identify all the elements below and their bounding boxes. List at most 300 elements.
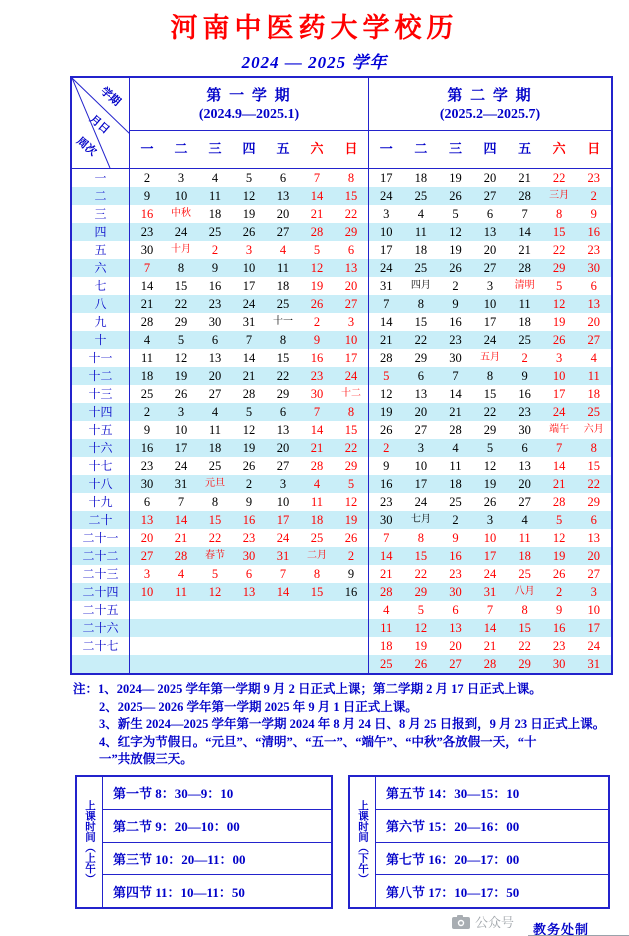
day-cell: 2	[452, 513, 459, 527]
day-cell: 12	[242, 189, 256, 203]
semester2-name: 第 二 学 期	[447, 88, 533, 104]
day-cell	[130, 655, 164, 673]
calendar-week-row	[72, 241, 611, 259]
day-cell: 9	[347, 567, 355, 581]
day-cell: 24	[483, 567, 497, 581]
week-number: 十三	[72, 385, 130, 403]
day-cell: 16	[208, 279, 222, 293]
calendar-week-row	[72, 637, 611, 655]
note-line: 一”共放假三天。	[99, 752, 193, 766]
day-cell: 14	[242, 351, 256, 365]
day-cell: 5	[177, 333, 185, 347]
day-cell: 27	[449, 657, 462, 671]
day-cell: 7	[486, 603, 494, 617]
day-cell: 7	[521, 207, 528, 221]
week-number: 一	[72, 169, 130, 187]
day-cell: 十月	[171, 244, 191, 255]
day-cell: 19	[174, 369, 188, 383]
day-cell: 22	[483, 405, 497, 419]
day-cell: 27	[140, 549, 154, 563]
day-cell: 21	[140, 297, 154, 311]
day-cell: 17	[380, 171, 393, 185]
day-cell: 13	[208, 351, 222, 365]
schedule-row: 第五节 14：30—15：10	[376, 777, 608, 810]
day-cell: 12	[483, 459, 497, 473]
semester-s1-cells	[130, 403, 368, 421]
schedule-morning-label: 上课时间（上午）	[77, 777, 103, 907]
week-number: 十九	[72, 493, 130, 511]
day-cell: 22	[174, 297, 188, 311]
week-number: 二十七	[72, 637, 130, 655]
corner-label-monthday: 月日	[87, 113, 112, 137]
week-number: 二十六	[72, 619, 130, 637]
day-cell: 3	[279, 477, 287, 491]
semester-s1-cells	[130, 475, 368, 493]
day-cell: 23	[449, 567, 462, 581]
day-cell: 27	[483, 261, 497, 275]
day-cell: 11	[518, 531, 531, 545]
day-cell: 30	[242, 549, 256, 563]
day-cell: 16	[140, 441, 154, 455]
day-cell: 22	[276, 369, 290, 383]
day-cell: 21	[242, 369, 256, 383]
day-cell: 中秋	[171, 208, 191, 219]
day-cell: 15	[174, 279, 188, 293]
day-cell: 23	[208, 297, 222, 311]
day-cell: 元旦	[205, 478, 225, 489]
semester-s2-cells	[368, 349, 611, 367]
semester-s2-cells	[368, 295, 611, 313]
semester-s1-cells	[130, 385, 368, 403]
semester-s1-cells	[130, 295, 368, 313]
day-cell: 26	[552, 333, 566, 347]
semester-s2-cells	[368, 619, 611, 637]
week-number: 十二	[72, 367, 130, 385]
day-cell: 13	[140, 513, 154, 527]
day-cell: 26	[310, 297, 324, 311]
calendar-week-row	[72, 439, 611, 457]
weekday-header: 二	[414, 141, 428, 156]
day-cell: 26	[242, 225, 256, 239]
day-cell: 23	[310, 369, 324, 383]
calendar-header-right	[130, 78, 611, 168]
day-cell: 28	[518, 189, 531, 203]
day-cell: 24	[276, 531, 290, 545]
day-cell: 6	[521, 441, 528, 455]
day-cell: 5	[383, 369, 390, 383]
day-cell: 30	[518, 423, 531, 437]
day-cell	[266, 655, 300, 673]
day-cell: 20	[414, 405, 428, 419]
calendar-week-row	[72, 511, 611, 529]
semester-s1-cells	[130, 619, 368, 637]
semester-s2-cells	[368, 205, 611, 223]
calendar-week-row	[72, 223, 611, 241]
calendar-week-row	[72, 385, 611, 403]
day-cell: 3	[143, 567, 151, 581]
corner-label-semester: 学期	[98, 85, 123, 109]
semester-s1-cells	[130, 205, 368, 223]
calendar-week-row	[72, 295, 611, 313]
semester-s1-cells	[130, 313, 368, 331]
day-cell: 20	[483, 243, 497, 257]
week-number: 二十二	[72, 547, 130, 565]
day-cell	[164, 601, 198, 619]
day-cell: 20	[587, 549, 600, 563]
calendar-week-row	[72, 169, 611, 187]
day-cell: 14	[140, 279, 154, 293]
day-cell: 三月	[549, 190, 570, 201]
day-cell: 21	[449, 405, 462, 419]
day-cell: 9	[452, 531, 459, 545]
day-cell: 11	[414, 225, 427, 239]
day-cell: 5	[486, 441, 494, 455]
day-cell: 10	[414, 459, 428, 473]
day-cell: 13	[414, 387, 428, 401]
day-cell: 2	[143, 405, 151, 419]
day-cell	[334, 619, 368, 637]
week-number: 二	[72, 187, 130, 205]
schedule-morning-rows	[103, 777, 331, 907]
day-cell: 29	[587, 495, 600, 509]
day-cell: 29	[414, 585, 428, 599]
day-cell: 7	[556, 441, 563, 455]
calendar-week-row	[72, 331, 611, 349]
week-number: 二十一	[72, 529, 130, 547]
weekday-header-row	[130, 131, 611, 168]
day-cell: 15	[276, 351, 290, 365]
day-cell: 18	[310, 513, 324, 527]
day-cell: 16	[449, 549, 462, 563]
day-cell: 7	[452, 369, 459, 383]
schedule-row: 第八节 17：10—17：50	[386, 884, 520, 900]
day-cell	[266, 619, 300, 637]
day-cell: 21	[552, 477, 566, 491]
day-cell: 15	[414, 549, 428, 563]
day-cell: 5	[347, 477, 355, 491]
day-cell: 22	[208, 531, 222, 545]
day-cell: 18	[276, 279, 290, 293]
day-cell: 8	[313, 567, 321, 581]
day-cell: 29	[518, 657, 531, 671]
weekday-header: 六	[552, 141, 566, 156]
semester-s2-cells	[368, 475, 611, 493]
weekday-header: 二	[174, 141, 188, 156]
day-cell: 29	[174, 315, 188, 329]
day-cell: 13	[587, 531, 600, 545]
day-cell: 25	[414, 189, 428, 203]
day-cell: 12	[310, 261, 324, 275]
day-cell: 18	[208, 207, 222, 221]
day-cell: 16	[344, 585, 358, 599]
day-cell: 23	[380, 495, 393, 509]
day-cell: 4	[279, 243, 287, 257]
day-cell: 31	[380, 279, 393, 293]
semester-s1-cells	[130, 223, 368, 241]
day-cell: 二月	[307, 550, 327, 561]
day-cell: 14	[310, 423, 324, 437]
day-cell	[164, 655, 198, 673]
semester-s2-cells	[368, 601, 611, 619]
day-cell: 8	[521, 603, 528, 617]
day-cell: 29	[276, 387, 290, 401]
semester-s1-cells	[130, 349, 368, 367]
day-cell: 10	[174, 189, 188, 203]
calendar-week-row	[72, 493, 611, 511]
semester-s2-cells	[368, 529, 611, 547]
day-cell: 21	[310, 441, 324, 455]
semester1-name: 第 一 学 期	[206, 88, 292, 104]
day-cell: 28	[310, 225, 324, 239]
corner-label-week: 周次	[74, 135, 99, 159]
day-cell: 6	[452, 603, 459, 617]
day-cell: 30	[587, 261, 600, 275]
semester-s2-cells	[368, 187, 611, 205]
day-cell: 23	[140, 225, 154, 239]
week-number: 二十三	[72, 565, 130, 583]
day-cell: 31	[242, 315, 256, 329]
day-cell: 27	[208, 387, 222, 401]
note-line: 4、红字为节假日。“元旦”、“清明”、“五一”、“端午”、“中秋”各放假一天，“十	[99, 734, 537, 749]
day-cell	[232, 619, 266, 637]
day-cell: 15	[344, 189, 358, 203]
day-cell: 26	[344, 531, 358, 545]
semester1-range: (2024.9—2025.1)	[198, 107, 300, 122]
calendar-week-row	[72, 475, 611, 493]
day-cell	[198, 601, 232, 619]
day-cell: 24	[242, 297, 256, 311]
day-cell: 6	[279, 405, 287, 419]
calendar-week-row	[72, 367, 611, 385]
day-cell: 2	[245, 477, 253, 491]
day-cell: 15	[310, 585, 324, 599]
day-cell: 28	[140, 315, 154, 329]
day-cell: 25	[518, 567, 531, 581]
day-cell: 22	[414, 333, 428, 347]
day-cell: 27	[518, 495, 531, 509]
day-cell: 6	[143, 495, 151, 509]
camera-icon	[452, 915, 470, 929]
day-cell: 10	[174, 423, 188, 437]
weekday-header: 五	[518, 141, 532, 156]
day-cell: 24	[174, 225, 188, 239]
day-cell: 27	[587, 567, 600, 581]
week-number: 二十五	[72, 601, 130, 619]
day-cell: 12	[449, 225, 462, 239]
day-cell: 13	[449, 621, 462, 635]
day-cell: 17	[242, 279, 256, 293]
weekday-header: 日	[344, 141, 358, 156]
semester-s2-cells	[368, 277, 611, 295]
semester-s2-cells	[368, 385, 611, 403]
day-cell: 4	[521, 513, 528, 527]
day-cell: 11	[587, 369, 600, 383]
day-cell: 9	[143, 423, 151, 437]
semester-s2-cells	[368, 259, 611, 277]
day-cell: 19	[344, 513, 358, 527]
day-cell: 17	[380, 243, 393, 257]
day-cell: 9	[211, 261, 219, 275]
calendar-week-row	[72, 277, 611, 295]
day-cell: 7	[143, 261, 151, 275]
schedule-row: 第一节 8：30—9：10	[103, 777, 331, 810]
day-cell	[232, 637, 266, 655]
calendar-week-row	[72, 619, 611, 637]
day-cell: 12	[174, 351, 188, 365]
day-cell	[300, 637, 334, 655]
day-cell: 30	[310, 387, 324, 401]
day-cell: 9	[452, 297, 459, 311]
day-cell: 3	[417, 441, 424, 455]
watermark	[452, 912, 514, 931]
day-cell: 23	[587, 243, 600, 257]
calendar-week-row	[72, 583, 611, 601]
day-cell: 10	[344, 333, 358, 347]
day-cell: 8	[347, 171, 355, 185]
day-cell: 20	[208, 369, 222, 383]
day-cell: 9	[556, 603, 563, 617]
week-number: 八	[72, 295, 130, 313]
day-cell: 12	[552, 531, 566, 545]
day-cell: 18	[518, 549, 531, 563]
semester2-header	[368, 78, 611, 130]
semester-s1-cells	[130, 241, 368, 259]
day-cell: 30	[208, 315, 222, 329]
day-cell: 16	[242, 513, 256, 527]
day-cell: 18	[208, 441, 222, 455]
day-cell: 清明	[514, 280, 535, 291]
day-cell	[334, 637, 368, 655]
day-cell: 6	[590, 513, 597, 527]
day-cell: 14	[552, 459, 566, 473]
week-number: 十七	[72, 457, 130, 475]
day-cell: 5	[211, 567, 219, 581]
week-number: 五	[72, 241, 130, 259]
week-number: 十一	[72, 349, 130, 367]
day-cell: 15	[483, 387, 497, 401]
day-cell: 13	[276, 189, 290, 203]
day-cell: 28	[380, 585, 393, 599]
day-cell: 27	[483, 189, 497, 203]
calendar-week-row	[72, 655, 611, 673]
day-cell: 十二	[341, 388, 361, 399]
day-cell: 7	[245, 333, 253, 347]
day-cell: 3	[556, 351, 563, 365]
day-cell: 9	[143, 189, 151, 203]
week-number: 七	[72, 277, 130, 295]
day-cell: 19	[242, 441, 256, 455]
semester-s2-cells	[368, 583, 611, 601]
day-cell: 28	[518, 261, 531, 275]
day-cell: 15	[552, 225, 566, 239]
day-cell	[164, 637, 198, 655]
day-cell: 2	[521, 351, 528, 365]
day-cell: 30	[449, 585, 462, 599]
page-title: 河南中医药大学校历	[170, 13, 459, 43]
weekday-header: 四	[483, 141, 497, 156]
day-cell: 5	[313, 243, 321, 257]
semester-s1-cells	[130, 511, 368, 529]
calendar-week-row	[72, 349, 611, 367]
day-cell: 30	[140, 477, 154, 491]
day-cell: 3	[590, 585, 597, 599]
day-cell: 13	[587, 297, 600, 311]
day-cell: 19	[483, 477, 497, 491]
day-cell: 26	[380, 423, 393, 437]
semester-s2-cells	[368, 367, 611, 385]
day-cell: 3	[486, 279, 494, 293]
day-cell	[300, 601, 334, 619]
day-cell: 30	[140, 243, 154, 257]
day-cell: 10	[380, 225, 393, 239]
day-cell	[130, 601, 164, 619]
day-cell	[130, 637, 164, 655]
day-cell: 6	[211, 333, 219, 347]
weekday-header-sem2	[368, 131, 611, 168]
day-cell: 9	[521, 369, 528, 383]
day-cell: 11	[310, 495, 324, 509]
day-cell: 六月	[583, 424, 604, 435]
day-cell: 26	[449, 189, 462, 203]
day-cell: 8	[347, 405, 355, 419]
day-cell: 4	[313, 477, 321, 491]
day-cell: 15	[344, 423, 358, 437]
day-cell: 2	[383, 441, 390, 455]
semester-s2-cells	[368, 241, 611, 259]
day-cell: 四月	[410, 280, 431, 291]
day-cell: 11	[174, 585, 188, 599]
day-cell: 6	[347, 243, 355, 257]
day-cell: 25	[380, 657, 393, 671]
day-cell: 17	[483, 315, 497, 329]
day-cell: 20	[344, 279, 358, 293]
day-cell	[266, 601, 300, 619]
semester-s1-cells	[130, 367, 368, 385]
day-cell: 6	[417, 369, 424, 383]
day-cell: 24	[587, 639, 600, 653]
calendar-week-row	[72, 259, 611, 277]
week-number: 二十	[72, 511, 130, 529]
day-cell: 26	[174, 387, 188, 401]
day-cell: 15	[414, 315, 428, 329]
day-cell: 24	[414, 495, 428, 509]
semester-s2-cells	[368, 403, 611, 421]
day-cell: 13	[276, 423, 290, 437]
day-cell: 4	[452, 441, 459, 455]
day-cell: 19	[310, 279, 324, 293]
day-cell: 29	[344, 459, 358, 473]
weekday-header: 一	[379, 141, 393, 156]
day-cell	[232, 655, 266, 673]
calendar-week-row	[72, 457, 611, 475]
note-line: 3、新生 2024—2025 学年第一学期 2024 年 8 月 24 日、8 月 25 日报到，9 月 23 日正式上课。	[99, 717, 606, 731]
day-cell: 30	[449, 351, 462, 365]
semester-s2-cells	[368, 313, 611, 331]
day-cell	[130, 619, 164, 637]
semester-s1-cells	[130, 439, 368, 457]
day-cell: 7	[313, 405, 321, 419]
day-cell: 7	[383, 531, 390, 545]
weekday-header: 三	[448, 141, 462, 156]
day-cell: 18	[140, 369, 154, 383]
day-cell: 11	[140, 351, 154, 365]
day-cell: 2	[313, 315, 321, 329]
day-cell: 28	[242, 387, 256, 401]
day-cell: 4	[383, 603, 390, 617]
day-cell: 10	[483, 531, 497, 545]
day-cell: 13	[518, 459, 531, 473]
day-cell: 25	[208, 225, 222, 239]
